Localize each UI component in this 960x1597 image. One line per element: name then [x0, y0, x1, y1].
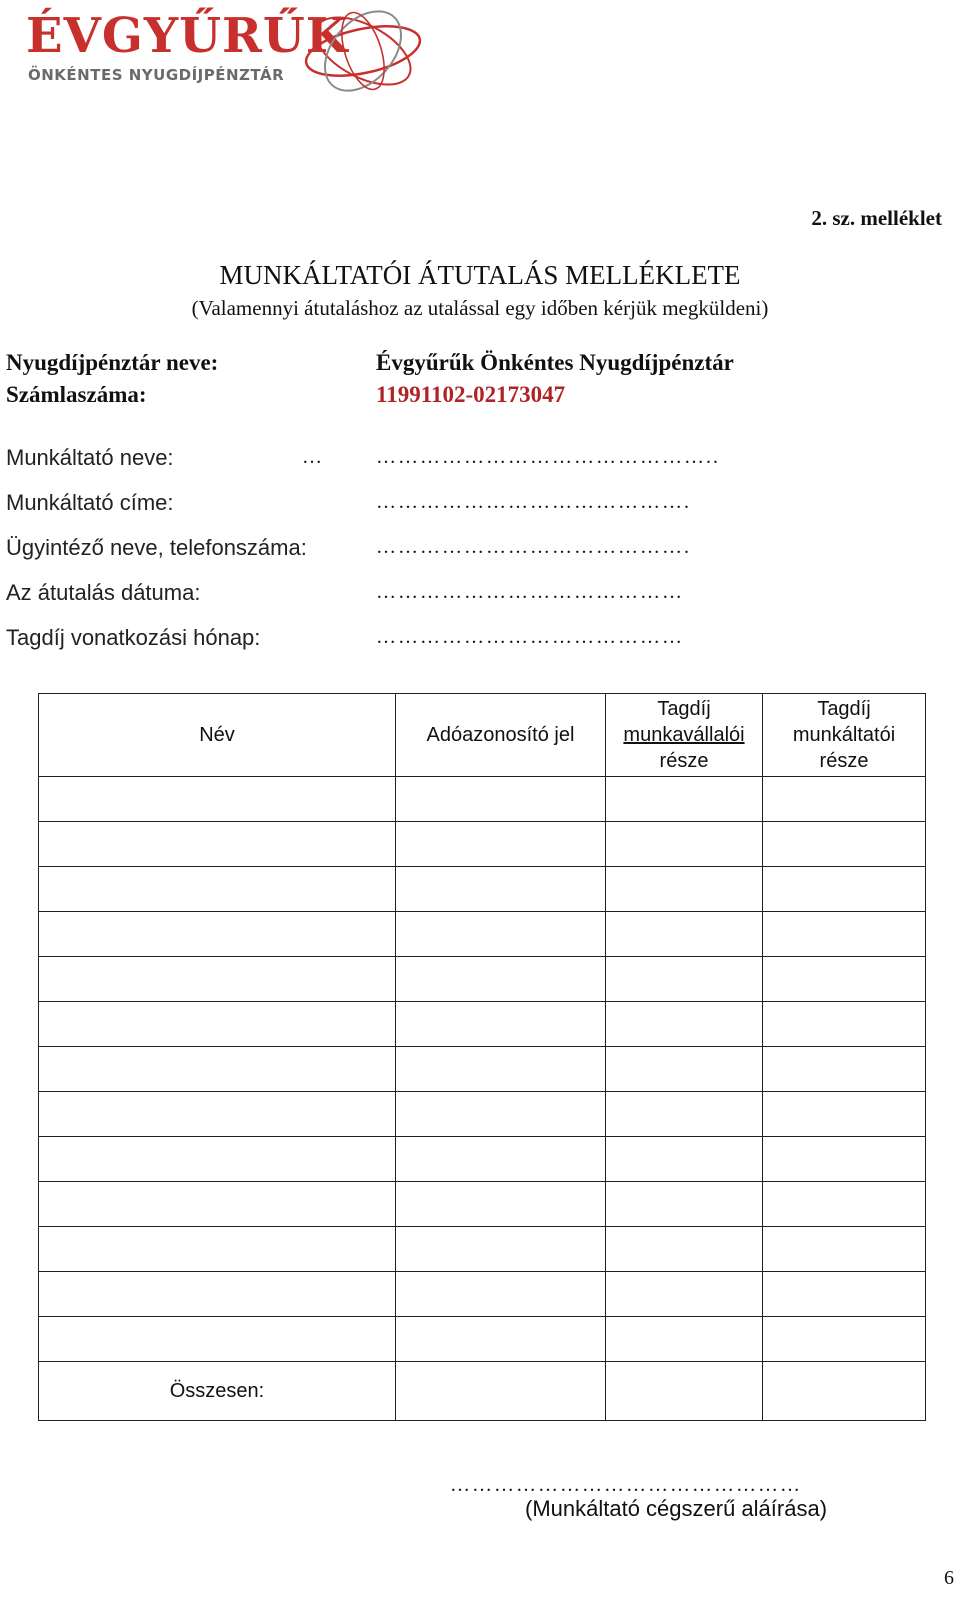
cell-tax-id[interactable] — [396, 1272, 606, 1317]
cell-employee-part[interactable] — [606, 1047, 763, 1092]
page-number: 6 — [944, 1567, 954, 1589]
cell-employee-part[interactable] — [606, 1317, 763, 1362]
employer-address-label: Munkáltató címe: — [6, 490, 174, 515]
cell-employer-part[interactable] — [763, 777, 926, 822]
cell-employee-part[interactable] — [606, 912, 763, 957]
cell-employee-part[interactable] — [606, 1272, 763, 1317]
fund-account-value: 11991102-02173047 — [376, 382, 566, 407]
total-cell-tax-id[interactable] — [396, 1362, 606, 1421]
col-header-tax-id: Adóazonosító jel — [396, 694, 606, 777]
cell-employer-part[interactable] — [763, 957, 926, 1002]
cell-name[interactable] — [39, 1317, 396, 1362]
employer-name-prefix: … — [302, 446, 322, 468]
cell-tax-id[interactable] — [396, 822, 606, 867]
col-header-employer-part — [763, 694, 926, 777]
total-label: Összesen: — [39, 1362, 396, 1421]
cell-employer-part[interactable] — [763, 867, 926, 912]
cell-name[interactable] — [39, 1227, 396, 1272]
cell-employer-part[interactable] — [763, 1317, 926, 1362]
cell-tax-id[interactable] — [396, 957, 606, 1002]
cell-employer-part[interactable] — [763, 1182, 926, 1227]
fee-month-label: Tagdíj vonatkozási hónap: — [6, 625, 261, 650]
table-row — [39, 1182, 926, 1227]
cell-name[interactable] — [39, 822, 396, 867]
cell-name[interactable] — [39, 1182, 396, 1227]
cell-name[interactable] — [39, 777, 396, 822]
cell-name[interactable] — [39, 1002, 396, 1047]
employer-name-field[interactable]: ……………………………………….. — [376, 446, 720, 468]
fund-name-label: Nyugdíjpénztár neve: — [6, 350, 219, 375]
employer-address-field[interactable]: ……………………………………. — [376, 491, 691, 513]
cell-tax-id[interactable] — [396, 777, 606, 822]
cell-employee-part[interactable] — [606, 822, 763, 867]
cell-employee-part[interactable] — [606, 1092, 763, 1137]
table-body — [39, 777, 926, 1362]
col-header-employer-line1: Tagdíj — [817, 698, 871, 720]
cell-name[interactable] — [39, 957, 396, 1002]
signature-label: (Munkáltató cégszerű aláírása) — [525, 1496, 828, 1521]
cell-tax-id[interactable] — [396, 1137, 606, 1182]
table-row — [39, 777, 926, 822]
table-row — [39, 1137, 926, 1182]
table-row — [39, 1227, 926, 1272]
table-row — [39, 957, 926, 1002]
col-header-employee-line3: része — [659, 750, 709, 772]
cell-employer-part[interactable] — [763, 912, 926, 957]
table-row — [39, 1002, 926, 1047]
col-header-employee-line1: Tagdíj — [657, 698, 711, 720]
cell-employer-part[interactable] — [763, 1002, 926, 1047]
cell-employee-part[interactable] — [606, 1182, 763, 1227]
cell-tax-id[interactable] — [396, 912, 606, 957]
table-total-row — [39, 1362, 926, 1421]
table-row — [39, 1317, 926, 1362]
cell-name[interactable] — [39, 1092, 396, 1137]
fund-account-label: Számlaszáma: — [6, 382, 147, 407]
table-row — [39, 822, 926, 867]
cell-employer-part[interactable] — [763, 1047, 926, 1092]
total-cell-employer-part[interactable] — [763, 1362, 926, 1421]
cell-employer-part[interactable] — [763, 1272, 926, 1317]
contact-person-label: Ügyintéző neve, telefonszáma: — [6, 535, 307, 560]
cell-name[interactable] — [39, 912, 396, 957]
table-header-row — [39, 694, 926, 777]
logo-rings-icon — [298, 6, 428, 96]
cell-employer-part[interactable] — [763, 1227, 926, 1272]
col-header-employer-line3: része — [819, 750, 869, 772]
cell-tax-id[interactable] — [396, 1317, 606, 1362]
cell-employer-part[interactable] — [763, 1092, 926, 1137]
contribution-table — [38, 693, 926, 1421]
page-title: MUNKÁLTATÓI ÁTUTALÁS MELLÉKLETE — [219, 260, 741, 290]
annex-label: 2. sz. melléklet — [811, 206, 942, 230]
cell-name[interactable] — [39, 1272, 396, 1317]
col-header-employer-line2: munkáltatói — [792, 724, 896, 746]
cell-employee-part[interactable] — [606, 1002, 763, 1047]
cell-tax-id[interactable] — [396, 1227, 606, 1272]
cell-employer-part[interactable] — [763, 822, 926, 867]
cell-tax-id[interactable] — [396, 1182, 606, 1227]
cell-employee-part[interactable] — [606, 1227, 763, 1272]
cell-tax-id[interactable] — [396, 1092, 606, 1137]
table-row — [39, 1047, 926, 1092]
cell-tax-id[interactable] — [396, 1047, 606, 1092]
logo-subtitle: ÖNKÉNTES NYUGDÍJPÉNZTÁR — [28, 66, 285, 84]
cell-name[interactable] — [39, 1137, 396, 1182]
cell-employer-part[interactable] — [763, 1137, 926, 1182]
page-subtitle: (Valamennyi átutaláshoz az utalással egy időben kérjük megküldeni) — [191, 296, 769, 320]
contact-person-field[interactable]: ……………………………………. — [376, 536, 691, 558]
transfer-date-field[interactable]: …………………………………… — [376, 581, 684, 603]
cell-tax-id[interactable] — [396, 1002, 606, 1047]
col-header-employee-part — [606, 694, 763, 777]
col-header-name: Név — [39, 694, 396, 777]
cell-employee-part[interactable] — [606, 777, 763, 822]
col-header-employee-line2: munkavállalói — [623, 724, 745, 746]
logo-title: ÉVGYŰRŰK — [26, 8, 349, 64]
table-row — [39, 867, 926, 912]
fund-name-value: Évgyűrűk Önkéntes Nyugdíjpénztár — [376, 350, 734, 375]
cell-tax-id[interactable] — [396, 867, 606, 912]
employer-name-label: Munkáltató neve: — [6, 445, 174, 470]
cell-employee-part[interactable] — [606, 1137, 763, 1182]
cell-employee-part[interactable] — [606, 867, 763, 912]
table-row — [39, 1272, 926, 1317]
signature-line[interactable]: ………………………………………… — [450, 1474, 802, 1496]
cell-employee-part[interactable] — [606, 957, 763, 1002]
fee-month-field[interactable]: …………………………………… — [376, 626, 684, 648]
table-row — [39, 912, 926, 957]
transfer-date-label: Az átutalás dátuma: — [6, 580, 201, 605]
cell-name[interactable] — [39, 867, 396, 912]
total-cell-employee-part[interactable] — [606, 1362, 763, 1421]
table-row — [39, 1092, 926, 1137]
cell-name[interactable] — [39, 1047, 396, 1092]
